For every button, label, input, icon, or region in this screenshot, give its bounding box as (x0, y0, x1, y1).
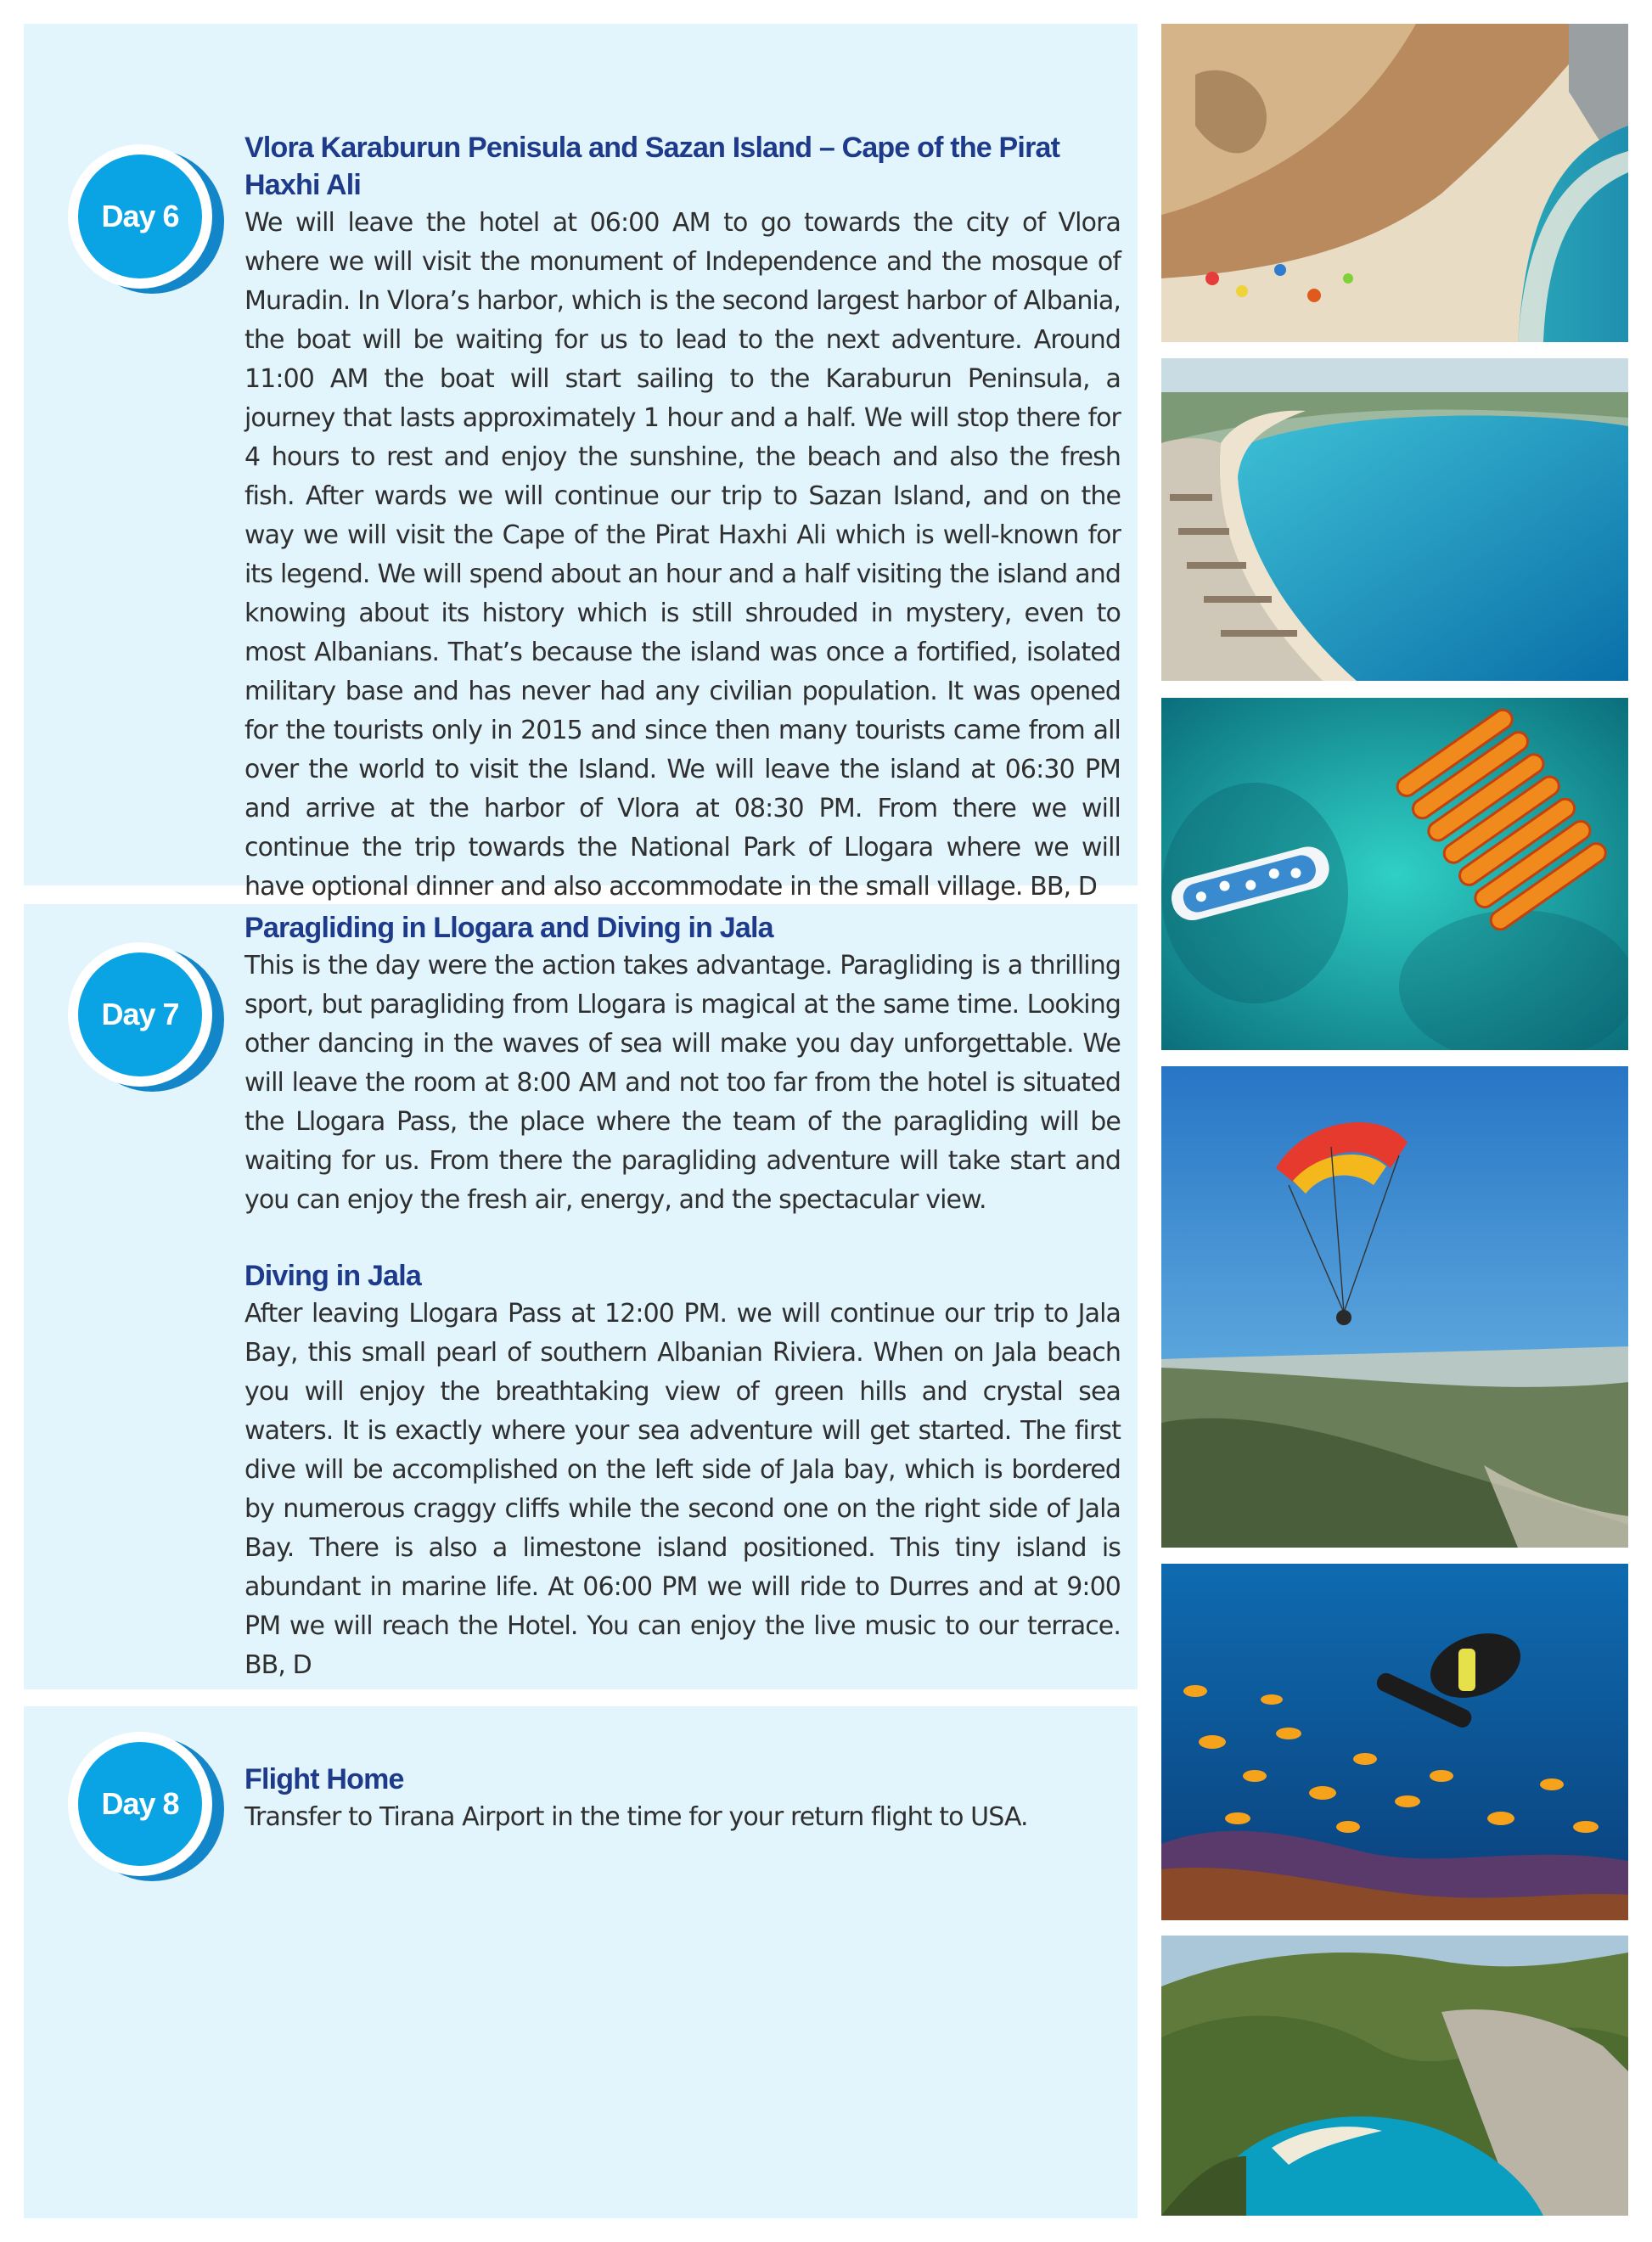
day-7-diving-body: After leaving Llogara Pass at 12:00 PM. we will continue our trip to Jala Bay, this small pearl of southern Albanian Riviera. When on Jala beach you will enjoy the breathtaking view of green hills and crystal sea waters. It is exactly where your sea adventure will get started. The first dive will be accomplished on the left side of Jala bay, which is bordered by numerous craggy cliffs while the second one on the right side of Jala Bay. There is also a limestone island positioned. This tiny island is abundant in marine life. At 06:00 PM we will ride to Durres and at 9:00 PM we will reach the Hotel. You can enjoy the live music to our terrace. BB, D (244, 1299, 1121, 1680)
day-8-content (244, 1761, 1121, 1837)
day-7-diving-title: Diving in Jala (244, 1260, 421, 1292)
day-6-content (244, 129, 1121, 907)
day-8-body: Transfer to Tirana Airport in the time for your return flight to USA. (244, 1802, 1028, 1832)
day-8-badge (68, 1732, 226, 1881)
day-6-badge (68, 144, 226, 294)
day-6-body: We will leave the hotel at 06:00 AM to go towards the city of Vlora where we will visit the monument of Independence and the mosque of Muradin. In Vlora’s harbor, which is the second largest harbor of Albania, the boat will be waiting for us to lead to the next adventure. Around 11:00 AM the boat will start sailing to the Karaburun Peninsula, a journey that lasts approximately 1 hour and a half. We will stop there for 4 hours to rest and enjoy the sunshine, the beach and also the fresh fish. After wards we will continue our trip to Sazan Island, and on the way we will visit the Cape of the Pirat Haxhi Ali which is well-known for its legend. We will spend about an hour and a half visiting the island and knowing about its history which is still shrouded in mystery, even to most Albanians. That’s because the island was once a fortified, isolated military base and has never had any civilian population. It was opened for the tourists only in 2015 and since then many tourists came from all over the world to visit the Island. We will leave the island at 06:30 PM and arrive at the harbor of Vlora at 08:30 PM. From there we will continue the trip towards the National Park of Llogara where we will have optional dinner and also accommodate in the small village. BB, D (244, 208, 1121, 902)
day-7-badge-label: Day 7 (78, 952, 202, 1076)
day-6-title: Vlora Karaburun Penisula and Sazan Island – Cape of the Pirat Haxhi Ali (244, 132, 1060, 201)
day-7-panel (24, 904, 1138, 1689)
day-7-title: Paragliding in Llogara and Diving in Jala (244, 912, 773, 944)
day-7-body: This is the day were the action takes advantage. Paragliding is a thrilling sport, but paragliding from Llogara is magical at the same time. Looking other dancing in the waves of sea will make you day unforgettable. We will leave the room at 8:00 AM and not too far from the hotel is situated the Llogara Pass, the place where the team of the paragliding will be waiting for us. From there the paragliding adventure will take start and you can enjoy the fresh air, energy, and the spectacular view. (244, 951, 1121, 1215)
day-6-badge-label: Day 6 (78, 155, 202, 278)
boats-kayaks-photo (1161, 698, 1628, 1050)
coastal-bay-aerial-photo (1161, 1936, 1628, 2216)
day-7-badge (68, 942, 226, 1092)
day-7-content (244, 909, 1121, 1685)
diving-fish-photo (1161, 1564, 1628, 1920)
day-8-panel (24, 1706, 1138, 2218)
cliff-beach-photo (1161, 24, 1628, 342)
day-8-badge-label: Day 8 (78, 1742, 202, 1866)
paragliding-photo (1161, 1066, 1628, 1548)
day-6-panel (24, 24, 1138, 902)
day-8-title: Flight Home (244, 1763, 404, 1795)
bay-resort-photo (1161, 358, 1628, 681)
